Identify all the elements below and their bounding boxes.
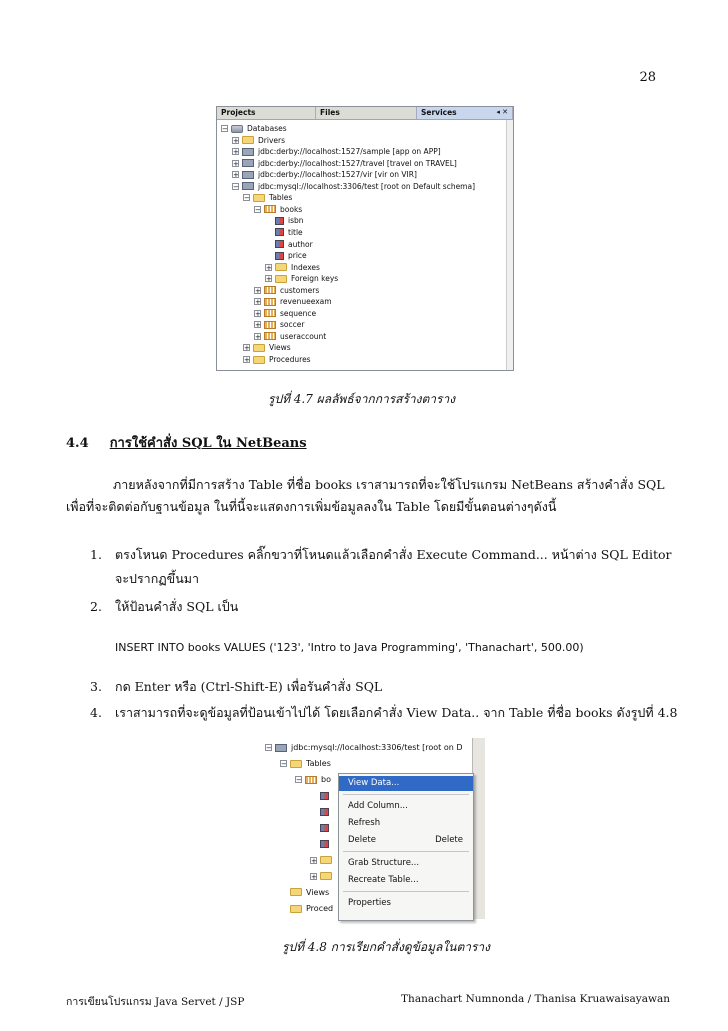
paragraph-line-1: ภายหลังจากที่มีการสร้าง Table ที่ชื่อ books เราสามารถที่จะใช้โปรแกรม NetBeans สร้างคำสั่ง SQL xyxy=(113,477,665,492)
step-1-number: 1. xyxy=(90,547,102,562)
menu-item[interactable] xyxy=(339,856,473,871)
tree-node-label: jdbc:mysql://localhost:3306/test [root on D xyxy=(291,743,463,752)
step-2-number: 2. xyxy=(90,599,102,614)
connection-icon xyxy=(242,182,254,190)
tree-node-label: price xyxy=(288,251,307,261)
folder-icon xyxy=(290,888,302,896)
table-icon xyxy=(264,298,276,306)
collapse-icon[interactable]: − xyxy=(233,182,239,191)
table-icon xyxy=(305,776,317,784)
step-3-text: กด Enter หรือ (Ctrl-Shift-E) เพื่อรันคำสั่ง SQL xyxy=(115,679,383,694)
leaf-spacer xyxy=(310,808,317,815)
step-3-number: 3. xyxy=(90,679,102,694)
folder-icon xyxy=(290,760,302,768)
tree-node-label: bo xyxy=(321,775,331,785)
tree-node-label: author xyxy=(288,239,313,249)
leaf-spacer xyxy=(310,825,317,832)
expand-icon[interactable]: + xyxy=(244,344,250,353)
step-4-text: เราสามารถที่จะดูข้อมูลที่ป้อนเข้าไปได้ โดยเลือกคำสั่ง View Data.. จาก Table ที่ชื่อ books ดังรูปที่ 4.8 xyxy=(115,705,678,720)
tree-node-label: jdbc:derby://localhost:1527/sample [app on APP] xyxy=(258,147,441,157)
tree-node-label: sequence xyxy=(280,308,317,318)
menu-item-label: Properties xyxy=(348,898,391,908)
section-number: 4.4 xyxy=(66,436,89,451)
tree-node-label: customers xyxy=(280,285,320,295)
footer-right: Thanachart Numnonda / Thanisa Kruawaisayawan xyxy=(401,993,670,1005)
tree-node-label: jdbc:derby://localhost:1527/vir [vir on VIR] xyxy=(258,170,417,180)
connection-icon xyxy=(242,159,254,167)
connection-icon xyxy=(242,171,254,179)
paragraph-line-2: เพื่อที่จะติดต่อกับฐานข้อมูล ในที่นี้จะแสดงการเพิ่มข้อมูลลงใน Table โดยมีขั้นตอนต่างๆดังนี้ xyxy=(66,499,557,514)
collapse-icon[interactable]: − xyxy=(296,776,302,785)
tree-node[interactable] xyxy=(254,319,304,330)
expand-icon[interactable]: + xyxy=(233,148,239,157)
figure-4-7-caption: รูปที่ 4.7 ผลลัพธ์จากการสร้างตาราง xyxy=(268,392,456,406)
tree-node-label: books xyxy=(280,204,303,214)
tree-node-label: revenueexam xyxy=(280,297,332,307)
tree-node[interactable] xyxy=(221,123,287,134)
leaf-spacer xyxy=(280,905,287,912)
menu-item[interactable] xyxy=(339,833,473,848)
collapse-icon[interactable]: − xyxy=(266,744,272,752)
column-icon xyxy=(320,792,329,800)
tree-node-label: Tables xyxy=(269,193,293,203)
tree-node[interactable] xyxy=(254,308,316,319)
folder-icon xyxy=(253,344,265,352)
step-4-number: 4. xyxy=(90,705,102,720)
tab-services[interactable] xyxy=(417,107,513,119)
expand-icon[interactable]: + xyxy=(233,171,239,180)
tree-node[interactable] xyxy=(265,239,313,250)
tree-node-label: Procedures xyxy=(269,355,311,364)
expand-icon[interactable]: + xyxy=(255,309,261,318)
folder-icon xyxy=(242,136,254,144)
tree-node[interactable] xyxy=(265,740,463,755)
step-1-text: ตรงโหนด Procedures คลิ๊กขวาที่โหนดแล้วเลือกคำสั่ง Execute Command... หน้าต่าง SQL Editor xyxy=(115,547,672,562)
expand-icon[interactable]: + xyxy=(255,298,261,307)
menu-item-label: View Data... xyxy=(348,778,400,788)
tree-node[interactable] xyxy=(243,354,311,365)
leaf-spacer xyxy=(265,229,272,236)
tab-services-label: Services xyxy=(421,108,457,117)
tab-projects[interactable]: Projects xyxy=(217,107,316,119)
menu-item[interactable] xyxy=(339,896,473,911)
menu-item-shortcut: Delete xyxy=(435,835,463,845)
folder-icon xyxy=(253,356,265,364)
tree-node[interactable] xyxy=(232,181,475,192)
footer-left: การเขียนโปรแกรม Java Servet / JSP xyxy=(66,996,245,1008)
tree-node-label: Drivers xyxy=(258,135,285,145)
menu-separator xyxy=(343,851,469,852)
tree-node[interactable] xyxy=(265,215,304,226)
column-icon xyxy=(320,808,329,816)
step-2-text: ให้ป้อนคำสั่ง SQL เป็น xyxy=(115,599,239,614)
tree-node-label: isbn xyxy=(288,216,304,226)
connection-icon xyxy=(275,744,287,752)
tree-node[interactable] xyxy=(232,169,417,180)
section-heading xyxy=(66,432,307,453)
tree-node[interactable] xyxy=(310,804,333,819)
tree-node-label: title xyxy=(288,227,303,237)
menu-item-label: Delete xyxy=(348,835,376,845)
menu-item-label: Refresh xyxy=(348,818,381,828)
menu-separator xyxy=(343,891,469,892)
tree-node[interactable] xyxy=(280,901,333,916)
panel-controls-icon[interactable]: ◂ ✕ xyxy=(496,108,508,116)
expand-icon[interactable]: + xyxy=(233,136,239,145)
tree-node[interactable] xyxy=(310,869,336,884)
expand-icon[interactable]: + xyxy=(255,286,261,295)
tree-node-label: Foreign keys xyxy=(291,274,339,284)
section-title: การใช้คำสั่ง SQL ใน NetBeans xyxy=(109,436,307,451)
page-number: 28 xyxy=(639,70,656,85)
leaf-spacer xyxy=(265,241,272,248)
panel-tab-bar xyxy=(217,107,513,120)
table-context-menu xyxy=(338,773,474,921)
expand-icon[interactable]: + xyxy=(255,321,261,330)
services-panel-screenshot xyxy=(216,106,514,371)
column-icon xyxy=(320,840,329,848)
tree-node[interactable] xyxy=(280,885,329,900)
collapse-icon[interactable]: − xyxy=(281,760,287,769)
collapse-icon[interactable]: − xyxy=(244,194,250,203)
tree-node[interactable] xyxy=(310,788,333,803)
tree-node[interactable] xyxy=(310,837,333,852)
table-icon xyxy=(264,309,276,317)
expand-icon[interactable]: + xyxy=(255,332,261,341)
table-icon xyxy=(264,286,276,294)
tree-node-label: Indexes xyxy=(291,262,320,272)
expand-icon[interactable]: + xyxy=(244,356,250,364)
menu-item-label: Recreate Table... xyxy=(348,875,419,885)
leaf-spacer xyxy=(265,252,272,259)
menu-item-label: Grab Structure... xyxy=(348,858,420,868)
figure-4-8-caption: รูปที่ 4.8 การเรียกคำสั่งดูข้อมูลในตาราง xyxy=(282,940,491,954)
leaf-spacer xyxy=(310,841,317,848)
tree-node-label: jdbc:mysql://localhost:3306/test [root on Default schema] xyxy=(258,181,476,191)
folder-icon xyxy=(320,856,332,864)
column-icon xyxy=(320,824,329,832)
column-icon xyxy=(275,217,284,225)
tree-node[interactable] xyxy=(232,135,285,146)
tree-node-label: Tables xyxy=(306,759,331,769)
tree-node[interactable] xyxy=(310,821,333,836)
tree-node[interactable] xyxy=(280,756,331,771)
table-icon xyxy=(264,321,276,329)
collapse-icon[interactable]: − xyxy=(255,205,261,214)
tree-node[interactable] xyxy=(265,227,303,238)
folder-icon xyxy=(320,872,332,880)
tab-files[interactable]: Files xyxy=(316,107,417,119)
tree-node-label: Proced xyxy=(306,904,334,913)
leaf-spacer xyxy=(265,217,272,224)
leaf-spacer xyxy=(280,889,287,896)
tree-node[interactable] xyxy=(254,285,319,296)
expand-icon[interactable]: + xyxy=(311,856,317,865)
tree-node[interactable] xyxy=(254,296,332,307)
panel-scrollbar[interactable] xyxy=(506,120,513,370)
menu-separator xyxy=(343,794,469,795)
tree-node-label: Databases xyxy=(247,124,287,133)
expand-icon[interactable]: + xyxy=(311,872,317,881)
tree-node[interactable] xyxy=(254,331,326,342)
tree-node[interactable] xyxy=(254,204,302,215)
expand-icon[interactable]: + xyxy=(266,263,272,272)
expand-icon[interactable]: + xyxy=(233,159,239,168)
menu-item[interactable] xyxy=(339,816,473,831)
tree-node[interactable] xyxy=(295,772,331,787)
column-icon xyxy=(275,228,284,236)
table-icon xyxy=(264,332,276,340)
tree-node[interactable] xyxy=(243,192,292,203)
folder-icon xyxy=(253,194,265,202)
column-icon xyxy=(275,252,284,260)
folder-icon xyxy=(275,263,287,271)
column-icon xyxy=(275,240,284,248)
folder-icon xyxy=(290,905,302,913)
tree-node-label: Views xyxy=(306,887,330,897)
tree-node[interactable] xyxy=(265,250,307,261)
sql-command: INSERT INTO books VALUES ('123', 'Intro to Java Programming', 'Thanachart', 500.00) xyxy=(115,641,584,654)
leaf-spacer xyxy=(310,792,317,799)
table-icon xyxy=(264,205,276,213)
tree-node[interactable] xyxy=(232,158,457,169)
tree-node-label: soccer xyxy=(280,320,305,330)
expand-icon[interactable]: + xyxy=(266,275,272,284)
connection-icon xyxy=(242,148,254,156)
folder-icon xyxy=(275,275,287,283)
database-icon xyxy=(231,125,243,133)
tree-node[interactable] xyxy=(265,262,320,273)
tree-node[interactable] xyxy=(265,273,338,284)
menu-item[interactable] xyxy=(339,873,473,888)
menu-item[interactable] xyxy=(339,799,473,814)
tree-node[interactable] xyxy=(310,853,336,868)
tree-node[interactable] xyxy=(243,342,291,353)
menu-item[interactable] xyxy=(339,776,473,791)
tree-node[interactable] xyxy=(232,146,441,157)
menu-item-label: Add Column... xyxy=(348,801,408,811)
step-1-text-cont: จะปรากฏขึ้นมา xyxy=(115,571,200,586)
tree-node-label: useraccount xyxy=(280,331,327,341)
tree-node-label: jdbc:derby://localhost:1527/travel [travel on TRAVEL] xyxy=(258,158,457,168)
tree-node-label: Views xyxy=(269,343,291,353)
collapse-icon[interactable]: − xyxy=(222,125,228,133)
